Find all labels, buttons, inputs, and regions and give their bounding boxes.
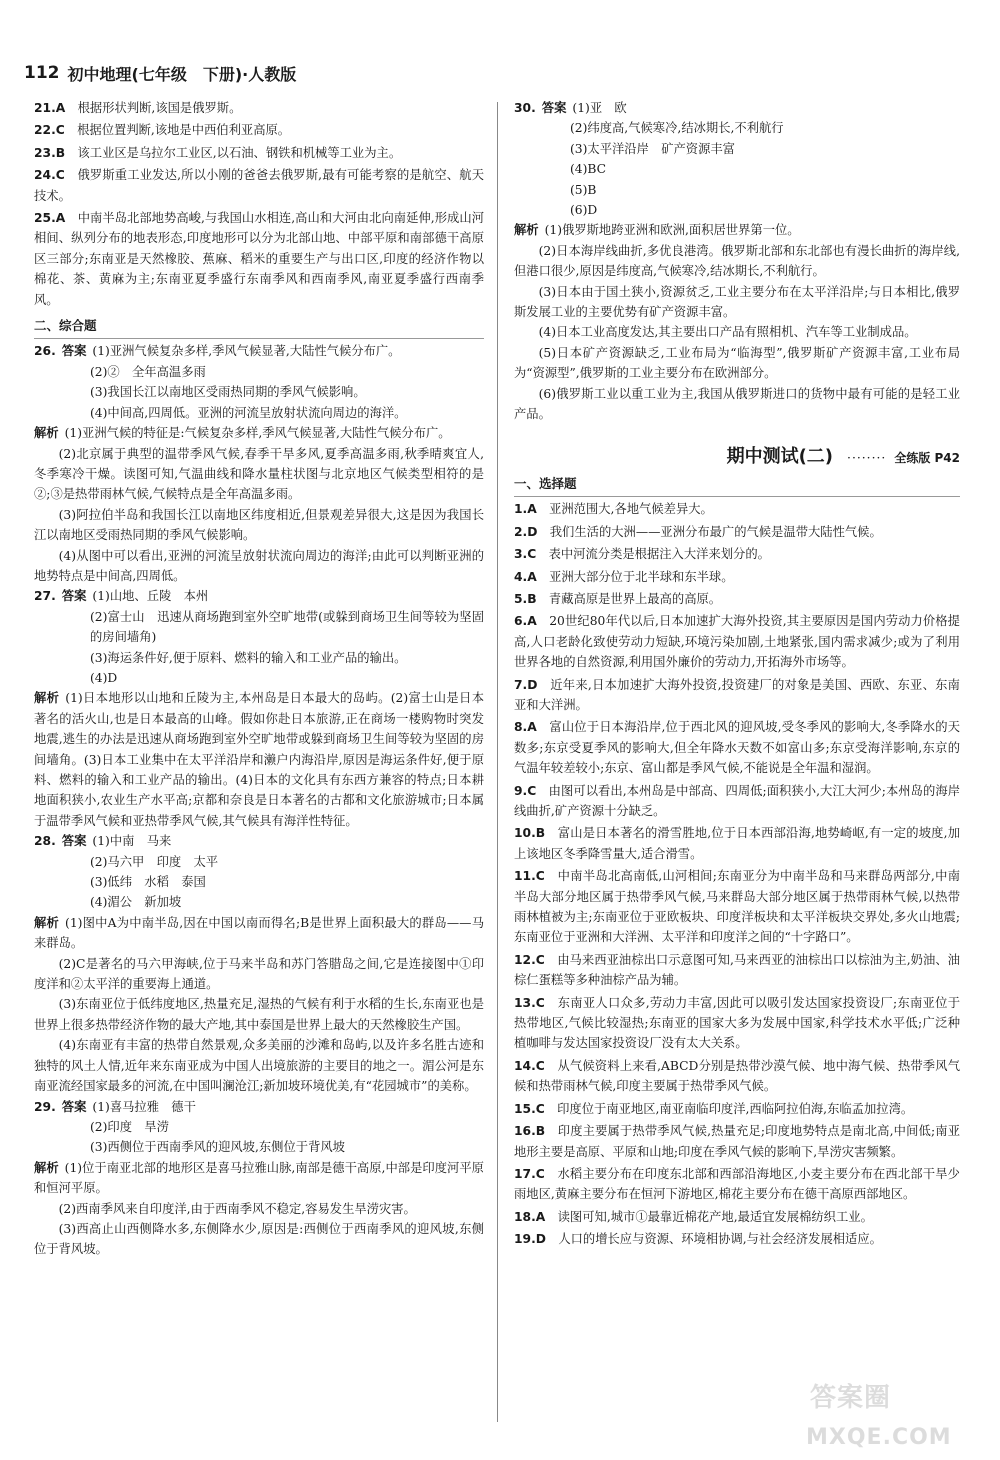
page-header	[24, 56, 484, 90]
book-title: 初中地理(七年级 下册)·人教版	[67, 64, 297, 84]
question-number: 26.	[34, 344, 56, 359]
column-divider	[497, 102, 498, 1422]
item-text: 表中河流分类是根据注入大洋来划分的。	[548, 547, 770, 562]
answer-item-13	[514, 993, 960, 1054]
answer-label: 答案	[541, 101, 567, 115]
answer-label: 答案	[61, 589, 87, 604]
analysis-label: 解析	[514, 223, 539, 238]
question-26	[34, 341, 484, 586]
item-text: 20世纪80年代以后,日本加速扩大海外投资,其主要原因是国内劳动力价格提高,人口老龄化致使劳动力短缺,环境污染加剧,土地紧张,国内需求减少;或为了利用世界各地的自然资源,利用国外廉价的劳动力,开拓海外市场等。	[514, 614, 960, 670]
item-text: 近年来,日本加速扩大海外投资,投资建厂的对象是美国、西欧、东亚、东南亚和大洋洲。	[514, 677, 960, 712]
item-text: 根据形状判断,该国是俄罗斯。	[77, 101, 242, 115]
item-number: 10.B	[514, 826, 546, 841]
analysis-line: (1)图中A为中南半岛,因在中国以南而得名;B是世界上面积最大的群岛——马来群岛。	[34, 915, 484, 951]
answer-item-8	[514, 717, 960, 778]
answer-item-25	[34, 208, 484, 310]
right-column	[514, 98, 960, 1252]
analysis-label: 解析	[34, 426, 59, 441]
question-29	[34, 1097, 484, 1260]
analysis-label: 解析	[34, 915, 60, 930]
answer-item-2	[514, 522, 960, 542]
answer-item-23	[34, 143, 484, 163]
leader-dots: ········	[847, 450, 887, 465]
answer-item-24	[34, 165, 484, 206]
answer-item-19	[514, 1229, 960, 1249]
answer-line: (3)低纬 水稻 泰国	[90, 875, 206, 890]
item-number: 18.A	[514, 1209, 546, 1224]
test-page-ref: 全练版 P42	[894, 450, 960, 465]
item-text: 由图可以看出,本州岛是中部高、四周低;面积狭小,大江大河少;本州岛的海岸线曲折,矿产资源十分缺乏。	[514, 783, 960, 818]
analysis-line: (2)西南季风来自印度洋,由于西南季风不稳定,容易发生旱涝灾害。	[58, 1201, 416, 1216]
answer-line: (4)湄公 新加坡	[90, 895, 182, 910]
item-number: 4.A	[514, 569, 537, 584]
section-title-choice: 一、选择题	[514, 474, 960, 497]
watermark-line-1: 答案圈	[810, 1383, 892, 1413]
analysis-line: (3)阿拉伯半岛和我国长江以南地区纬度相近,但景观差异很大,这是因为我国长江以南地区受雨热同期的季风气候影响。	[34, 507, 484, 543]
site-watermark	[800, 1368, 990, 1454]
analysis-text: (1)日本地形以山地和丘陵为主,本州岛是日本最大的岛屿。(2)富士山是日本著名的活火山,也是日本最高的山峰。假如你赴日本旅游,正在商场一楼购物时突发地震,逃生的办法是迅速从商场跑到室外空旷地带或躲到商场卫生间等较为坚固的房间墙角。(3)日本工业集中在太平洋沿岸和濑户内海沿岸,原因是海运条件好,便于原料、燃料的输入和工业产品的输出。(4)日本的文化具有东西方兼容的特点;日本耕地面积狭小,农业生产水平高;京都和奈良是日本著名的古都和文化旅游城市;日本属于温带季风气候和亚热带季风气候,其气候具有海洋性特征。	[34, 691, 484, 828]
analysis-line: (1)俄罗斯地跨亚洲和欧洲,面积居世界第一位。	[544, 223, 800, 238]
analysis-line: (6)俄罗斯工业以重工业为主,我国从俄罗斯进口的货物中最有可能的是轻工业产品。	[514, 386, 960, 422]
item-text: 富山是日本著名的滑雪胜地,位于日本西部沿海,地势崎岖,有一定的坡度,加上该地区冬季降雪量大,适合滑雪。	[514, 826, 960, 861]
item-number: 13.C	[514, 995, 545, 1010]
answer-item-10	[514, 823, 960, 864]
item-number: 9.C	[514, 783, 537, 798]
item-text: 青藏高原是世界上最高的高原。	[548, 591, 722, 606]
answer-line: (6)D	[570, 203, 598, 218]
item-number: 11.C	[514, 869, 545, 884]
answer-line: (2)② 全年高温多雨	[90, 364, 206, 379]
answer-line: (4)BC	[570, 162, 607, 177]
item-number: 16.B	[514, 1124, 546, 1139]
answer-label: 答案	[61, 344, 87, 359]
analysis-label: 解析	[34, 691, 60, 706]
answer-label: 答案	[61, 834, 87, 849]
answer-line: (3)我国长江以南地区受雨热同期的季风气候影响。	[90, 385, 366, 400]
item-number: 25.A	[34, 211, 66, 226]
item-text: 富山位于日本海沿岸,位于西北风的迎风坡,受冬季风的影响大,冬季降水的天数多;东京受夏季风的影响大,但全年降水天数不如富山多;东京受海洋影响,东京的气温年较差较小;东京、富山都是季风气候,不能说是全年温和湿润。	[514, 720, 960, 776]
item-text: 由马来西亚油棕出口示意图可知,马来西亚的油棕出口以棕油为主,奶油、油棕仁蛋糕等多种油棕产品为辅。	[514, 952, 960, 988]
answer-label: 答案	[61, 1099, 87, 1114]
answer-item-3	[514, 544, 960, 564]
analysis-line: (3)日本由于国土狭小,资源贫乏,工业主要分布在太平洋沿岸;与日本相比,俄罗斯发展工业的主要优势有矿产资源丰富。	[514, 284, 960, 320]
item-number: 21.A	[34, 101, 66, 115]
watermark-line-2: MXQE.COM	[806, 1425, 952, 1450]
answer-line: (1)中南 马来	[92, 834, 172, 849]
item-text: 东南亚人口众多,劳动力丰富,因此可以吸引发达国家投资设厂;东南亚位于热带地区,气候比较湿热;东南亚的国家大多为发展中国家,科学技术水平低;广泛种植咖啡与发达国家投资设厂没有太大关系。	[514, 995, 960, 1051]
item-text: 印度主要属于热带季风气候,热量充足;印度地势特点是南北高,中间低;南亚地形主要是高原、平原和山地;印度在季风气候的影响下,旱涝灾害频繁。	[514, 1124, 960, 1159]
answer-item-22	[34, 120, 484, 140]
answer-item-17	[514, 1164, 960, 1205]
analysis-line: (3)东南亚位于低纬度地区,热量充足,湿热的气候有利于水稻的生长,东南亚也是世界上很多热带经济作物的最大产地,其中泰国是世界上最大的天然橡胶生产国。	[34, 997, 484, 1032]
answer-item-1	[514, 499, 960, 519]
left-column	[34, 98, 484, 1260]
answer-line: (1)山地、丘陵 本州	[92, 589, 209, 604]
answer-line: (2)富士山 迅速从商场跑到室外空旷地带(或躲到商场卫生间等较为坚固的房间墙角)	[90, 609, 484, 645]
answer-line: (2)印度 旱涝	[90, 1119, 169, 1134]
answer-item-7	[514, 675, 960, 716]
item-number: 24.C	[34, 168, 65, 183]
analysis-label: 解析	[34, 1160, 59, 1175]
item-text: 人口的增长应与资源、环境相协调,与社会经济发展相适应。	[558, 1232, 882, 1247]
answer-line: (4)中间高,四周低。亚洲的河流呈放射状流向周边的海洋。	[90, 405, 407, 420]
question-30	[514, 98, 960, 425]
item-number: 19.D	[514, 1232, 546, 1247]
question-number: 29.	[34, 1099, 56, 1114]
answer-line: (3)海运条件好,便于原料、燃料的输入和工业产品的输出。	[90, 650, 407, 665]
item-number: 12.C	[514, 952, 545, 967]
answer-line: (4)D	[90, 670, 118, 685]
question-number: 28.	[34, 834, 56, 849]
item-text: 印度位于南亚地区,南亚南临印度洋,西临阿拉伯海,东临孟加拉湾。	[557, 1101, 914, 1116]
analysis-line: (1)亚洲气候的特征是:气候复杂多样,季风气候显著,大陆性气候分布广。	[64, 426, 451, 441]
item-text: 该工业区是乌拉尔工业区,以石油、钢铁和机械等工业为主。	[77, 145, 402, 160]
page-number: 112	[24, 63, 60, 83]
analysis-line: (4)东南亚有丰富的热带自然景观,众多美丽的沙滩和岛屿,以及许多名胜古迹和独特的风土人情,近年来东南亚成为中国人出境旅游的主要目的地之一。湄公河是东南亚流经国家最多的河流,在中国叫澜沧江;新加坡环境优美,有“花园城市”的美称。	[34, 1038, 484, 1094]
answer-line: (3)太平洋沿岸 矿产资源丰富	[570, 141, 735, 156]
answer-line: (2)马六甲 印度 太平	[90, 854, 219, 869]
answer-item-16	[514, 1121, 960, 1162]
answer-item-21	[34, 98, 484, 118]
item-text: 俄罗斯重工业发达,所以小刚的爸爸去俄罗斯,最有可能考察的是航空、航天技术。	[34, 168, 484, 203]
analysis-line: (4)日本工业高度发达,其主要出口产品有照相机、汽车等工业制成品。	[538, 325, 917, 340]
question-28	[34, 831, 484, 1096]
analysis-line: (2)北京属于典型的温带季风气候,春季干旱多风,夏季高温多雨,秋季晴爽宜人,冬季寒冷干燥。读图可知,气温曲线和降水量柱状图与北京地区气候类型相符的是②;③是热带雨林气候,气候特点是全年高温多雨。	[34, 446, 484, 502]
item-text: 水稻主要分布在印度东北部和西部沿海地区,小麦主要分布在西北部干旱少雨地区,黄麻主要分布在恒河下游地区,棉花主要分布在德干高原西部地区。	[514, 1166, 960, 1202]
question-number: 27.	[34, 589, 56, 604]
item-number: 23.B	[34, 145, 66, 160]
item-text: 中南半岛北部地势高峻,与我国山水相连,高山和大河由北向南延伸,形成山河相间、纵列分布的地表形态,印度地形可以分为北部山地、中部平原和南部德干高原区三部分;东南亚是天然橡胶、蕉麻、稻米的重要生产与出口区,印度的经济作物以棉花、茶、黄麻为主;东南亚夏季盛行东南季风和西南季风,南亚夏季盛行西南季风。	[34, 211, 484, 307]
item-number: 15.C	[514, 1101, 545, 1116]
item-text: 我们生活的大洲——亚洲分布最广的气候是温带大陆性气候。	[549, 524, 882, 539]
answer-item-14	[514, 1056, 960, 1097]
answer-item-9	[514, 781, 960, 822]
item-number: 22.C	[34, 123, 65, 138]
answer-line: (1)喜马拉雅 德干	[92, 1099, 196, 1114]
analysis-line: (5)日本矿产资源缺乏,工业布局为“临海型”,俄罗斯矿产资源丰富,工业布局为“资源型”,俄罗斯的工业主要分布在欧洲部分。	[514, 345, 960, 381]
item-text: 从气候资料上来看,ABCD分别是热带沙漠气候、地中海气候、热带季风气候和热带雨林气候,印度主要属于热带季风气候。	[514, 1058, 960, 1094]
answer-line: (1)亚洲气候复杂多样,季风气候显著,大陆性气候分布广。	[92, 344, 401, 359]
midterm-test-heading	[514, 447, 960, 468]
item-text: 读图可知,城市①最靠近棉花产地,最适宜发展棉纺织工业。	[557, 1209, 873, 1224]
answer-line: (3)西侧位于西南季风的迎风坡,东侧位于背风坡	[90, 1140, 345, 1155]
question-27	[34, 586, 484, 831]
item-number: 5.B	[514, 591, 537, 606]
section-title-comprehensive: 二、综合题	[34, 316, 484, 339]
test-title: 期中测试(二)	[726, 445, 834, 467]
analysis-line: (1)位于南亚北部的地形区是喜马拉雅山脉,南部是德干高原,中部是印度河平原和恒河平原。	[34, 1160, 484, 1196]
item-number: 3.C	[514, 547, 537, 562]
item-number: 14.C	[514, 1058, 545, 1073]
answer-item-12	[514, 950, 960, 991]
answer-line: (5)B	[570, 182, 597, 197]
answer-item-5	[514, 589, 960, 609]
analysis-line: (3)西高止山西侧降水多,东侧降水少,原因是:西侧位于西南季风的迎风坡,东侧位于背风坡。	[34, 1221, 484, 1257]
item-text: 中南半岛北高南低,山河相间;东南亚分为中南半岛和马来群岛两部分,中南半岛大部分地区属于热带季风气候,马来群岛大部分地区属于热带雨林气候,以热带雨林植被为主;东南亚位于亚欧板块、印度洋板块和太平洋板块交界处,多火山地震;东南亚位于亚洲和大洋洲、太平洋和印度洋之间的“十字路口”。	[514, 869, 960, 945]
answer-item-15	[514, 1099, 960, 1119]
item-number: 8.A	[514, 720, 537, 735]
analysis-line: (2)C是著名的马六甲海峡,位于马来半岛和苏门答腊岛之间,它是连接图中①印度洋和②太平洋的重要海上通道。	[34, 956, 484, 992]
item-text: 亚洲范围大,各地气候差异大。	[549, 502, 713, 517]
answer-item-6	[514, 611, 960, 672]
item-number: 7.D	[514, 677, 538, 692]
question-number: 30.	[514, 101, 536, 115]
answer-line: (2)纬度高,气候寒冷,结冰期长,不利航行	[570, 121, 784, 136]
answer-item-4	[514, 567, 960, 587]
item-number: 1.A	[514, 502, 537, 517]
analysis-line: (2)日本海岸线曲折,多优良港湾。俄罗斯北部和东北部也有漫长曲折的海岸线,但港口很少,原因是纬度高,气候寒冷,结冰期长,不利航行。	[514, 243, 960, 279]
answer-item-11	[514, 866, 960, 948]
answer-item-18	[514, 1207, 960, 1227]
item-number: 6.A	[514, 614, 537, 629]
item-number: 17.C	[514, 1166, 545, 1181]
item-number: 2.D	[514, 524, 538, 539]
item-text: 亚洲大部分位于北半球和东半球。	[549, 569, 734, 584]
answer-line: (1)亚 欧	[572, 101, 627, 115]
item-text: 根据位置判断,该地是中西伯利亚高原。	[77, 123, 291, 138]
analysis-line: (4)从图中可以看出,亚洲的河流呈放射状流向周边的海洋;由此可以判断亚洲的地势特点是中间高,四周低。	[34, 548, 484, 583]
